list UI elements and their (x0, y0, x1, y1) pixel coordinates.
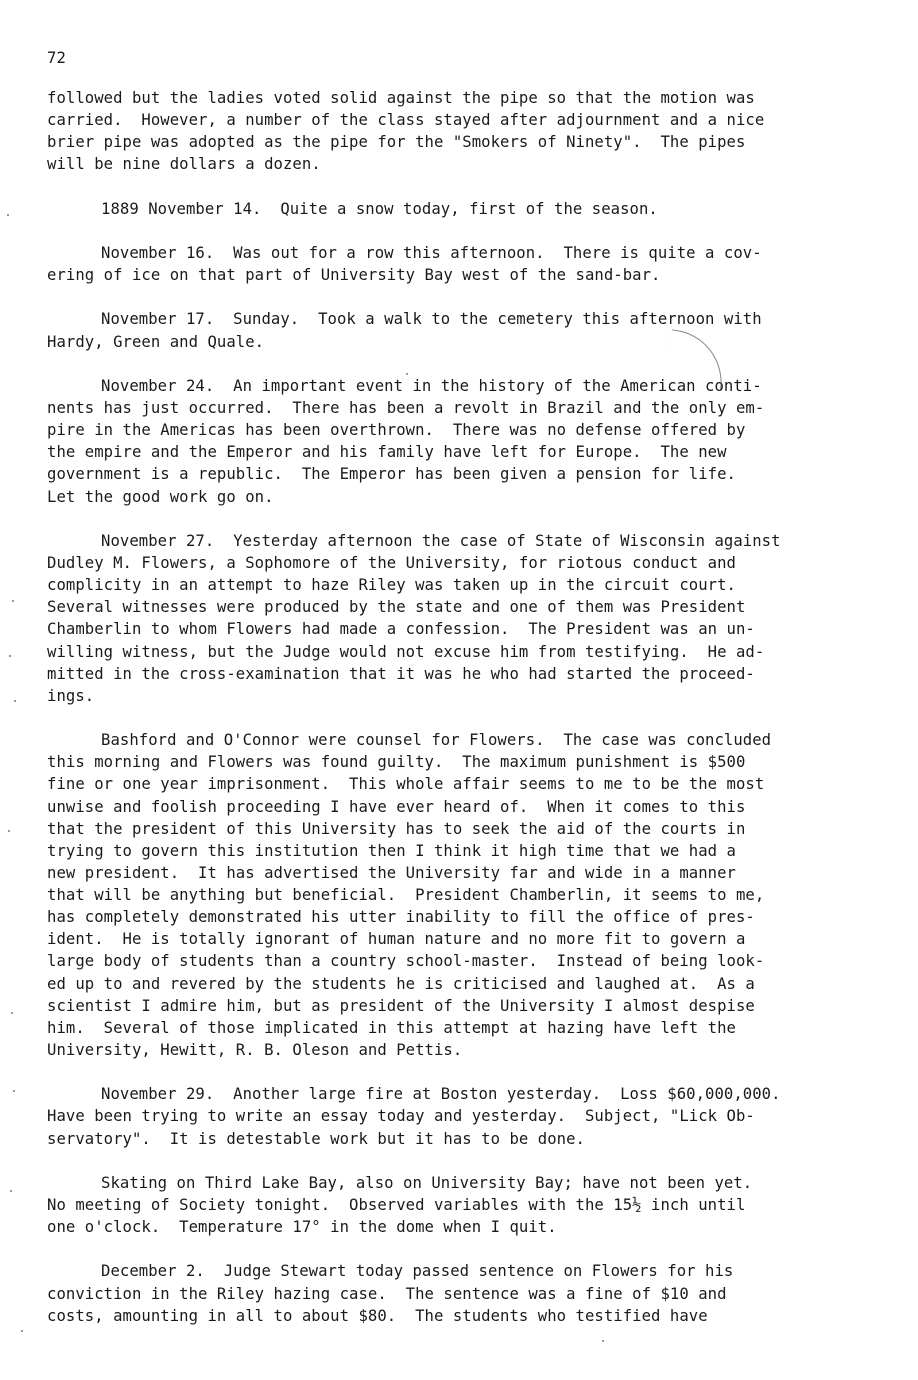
paragraph-gap (47, 1150, 897, 1172)
text-line: November 27. Yesterday afternoon the case of State of Wisconsin against (101, 531, 781, 550)
text-line: scientist I admire him, but as president of the University I almost despise (47, 996, 755, 1015)
text-line: him. Several of those implicated in this attempt at hazing have left the (47, 1018, 736, 1037)
paragraph-gap (47, 707, 897, 729)
text-line: will be nine dollars a dozen. (47, 155, 321, 174)
text-line: nents has just occurred. There has been a revolt in Brazil and the only em- (47, 398, 765, 417)
paragraph (47, 198, 897, 220)
paragraph-gap (47, 220, 897, 242)
paragraph (47, 242, 897, 286)
text-line: one o'clock. Temperature 17° in the dome when I quit. (47, 1218, 557, 1237)
text-line: that the president of this University has to seek the aid of the courts in (47, 819, 746, 838)
text-line: Let the good work go on. (47, 487, 274, 506)
text-line: fine or one year imprisonment. This whole affair seems to me to be the most (47, 775, 765, 794)
text-line: trying to govern this institution then I think it high time that we had a (47, 841, 736, 860)
paragraph-gap (47, 1238, 897, 1260)
paragraph-gap (47, 176, 897, 198)
text-line: costs, amounting in all to about $80. The students who testified have (47, 1306, 708, 1325)
text-line: large body of students than a country school-master. Instead of being look- (47, 952, 765, 971)
text-line: unwise and foolish proceeding I have ever heard of. When it comes to this (47, 797, 746, 816)
text-line: Skating on Third Lake Bay, also on University Bay; have not been yet. (101, 1173, 753, 1192)
scan-speck (12, 600, 14, 602)
text-line: followed but the ladies voted solid against the pipe so that the motion was (47, 89, 755, 107)
paragraph (47, 87, 897, 176)
text-line: ed up to and revered by the students he is criticised and laughed at. As a (47, 974, 755, 993)
paragraph (47, 375, 897, 508)
text-line: No meeting of Society tonight. Observed variables with the 15½ inch until (47, 1196, 746, 1215)
paragraph (47, 729, 897, 1061)
paragraph-gap (47, 353, 897, 375)
scan-speck (406, 373, 408, 375)
text-line: University, Hewitt, R. B. Oleson and Pettis. (47, 1041, 463, 1060)
text-line: ident. He is totally ignorant of human nature and no more fit to govern a (47, 930, 746, 949)
scan-speck (8, 830, 10, 832)
scan-speck (21, 1330, 23, 1332)
text-line: Chamberlin to whom Flowers had made a confession. The President was an un- (47, 620, 755, 639)
text-line: this morning and Flowers was found guilty. The maximum punishment is $500 (47, 753, 746, 772)
scan-speck (9, 655, 11, 657)
text-line: Hardy, Green and Quale. (47, 332, 265, 351)
paragraph-gap (47, 286, 897, 308)
text-line: carried. However, a number of the class stayed after adjournment and a nice (47, 111, 765, 130)
text-line: ings. (47, 686, 95, 705)
text-line: Bashford and O'Connor were counsel for Flowers. The case was concluded (101, 731, 772, 750)
text-line: ering of ice on that part of University Bay west of the sand-bar. (47, 266, 661, 285)
scan-speck (13, 1090, 15, 1092)
text-line: conviction in the Riley hazing case. The sentence was a fine of $10 and (47, 1284, 727, 1303)
text-line: mitted in the cross-examination that it was he who had started the proceed- (47, 664, 755, 683)
text-line: 1889 November 14. Quite a snow today, first of the season. (101, 199, 658, 218)
document-body (47, 87, 897, 1327)
text-line: has completely demonstrated his utter inability to fill the office of pres- (47, 908, 755, 927)
text-line: November 24. An important event in the history of the American conti- (101, 376, 762, 395)
text-line: Dudley M. Flowers, a Sophomore of the University, for riotous conduct and (47, 553, 736, 572)
text-line: brier pipe was adopted as the pipe for the "Smokers of Ninety". The pipes (47, 133, 746, 152)
text-line: December 2. Judge Stewart today passed sentence on Flowers for his (101, 1262, 734, 1281)
paragraph (47, 1260, 897, 1326)
text-line: willing witness, but the Judge would not excuse him from testifying. He ad- (47, 642, 765, 661)
text-line: government is a republic. The Emperor has been given a pension for life. (47, 465, 736, 484)
text-line: November 17. Sunday. Took a walk to the cemetery this afternoon with (101, 310, 762, 329)
text-line: servatory". It is detestable work but it has to be done. (47, 1129, 585, 1148)
text-line: Have been trying to write an essay today and yesterday. Subject, "Lick Ob- (47, 1107, 755, 1126)
text-line: November 16. Was out for a row this afternoon. There is quite a cov- (101, 243, 762, 262)
scan-speck (11, 1012, 13, 1014)
paragraph (47, 1083, 897, 1149)
paragraph (47, 308, 897, 352)
text-line: complicity in an attempt to haze Riley was taken up in the circuit court. (47, 576, 736, 595)
page-number: 72 (47, 49, 66, 67)
text-line: new president. It has advertised the University far and wide in a manner (47, 863, 736, 882)
paragraph-gap (47, 1061, 897, 1083)
text-line: Several witnesses were produced by the state and one of them was President (47, 598, 746, 617)
paragraph (47, 530, 897, 707)
scan-speck (10, 1190, 12, 1192)
scan-speck (7, 214, 9, 216)
scan-speck (602, 1340, 604, 1342)
text-line: November 29. Another large fire at Boston yesterday. Loss $60,000,000. (101, 1085, 781, 1104)
scan-speck (14, 700, 16, 702)
paragraph-gap (47, 508, 897, 530)
text-line: pire in the Americas has been overthrown. There was no defense offered by (47, 421, 746, 440)
text-line: that will be anything but beneficial. President Chamberlin, it seems to me, (47, 886, 765, 905)
text-line: the empire and the Emperor and his family have left for Europe. The new (47, 443, 727, 462)
paragraph (47, 1172, 897, 1238)
